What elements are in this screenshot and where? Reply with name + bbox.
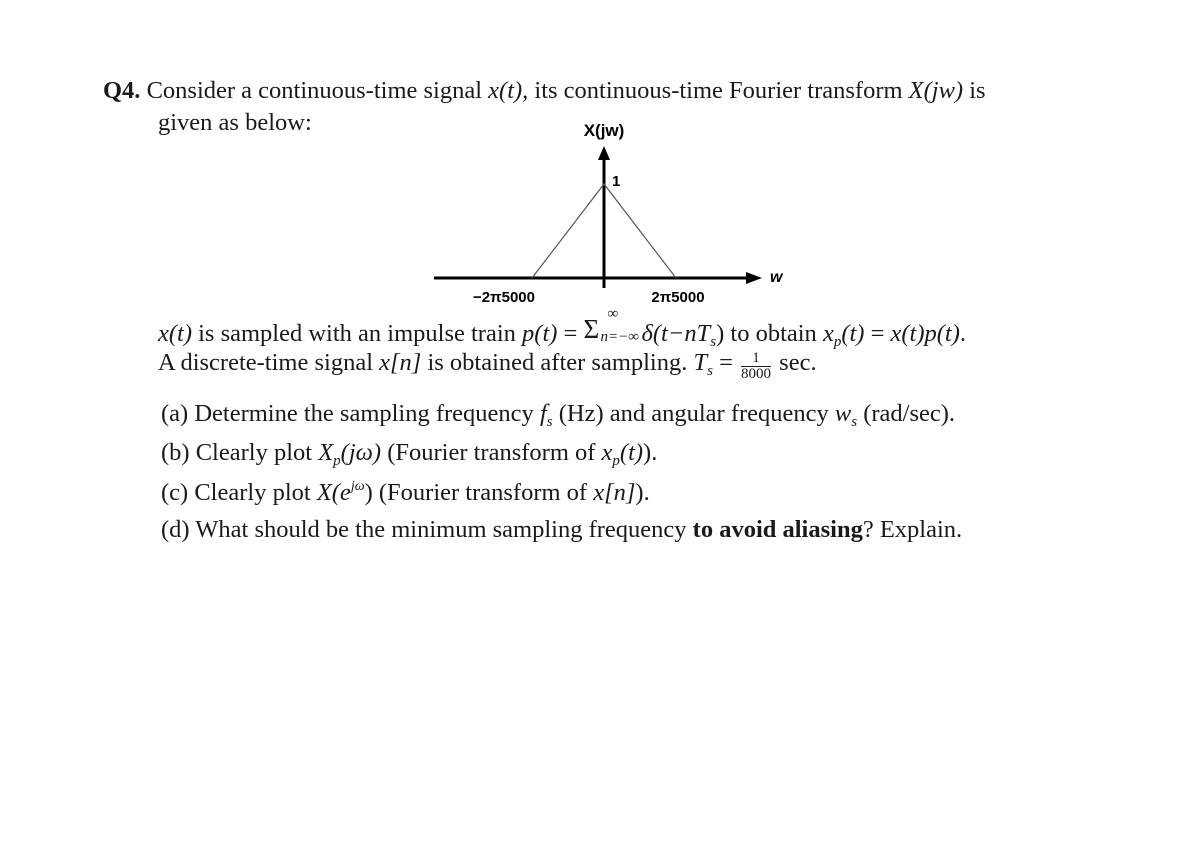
question-intro-c: is (969, 77, 986, 104)
sum-upper-limit: ∞ (607, 306, 619, 322)
symbol-X-ejw-close: ) (364, 479, 373, 506)
symbol-fs-subscript: s (546, 414, 553, 430)
symbol-x-t: x(t) (488, 77, 523, 104)
symbol-Ts-subscript: s (707, 363, 713, 379)
question-intro-a: Consider a continuous-time signal (146, 77, 483, 104)
x-axis-label: w (770, 269, 783, 286)
x-axis-arrow (746, 272, 762, 284)
item-b (161, 441, 657, 469)
body-line-2 (158, 351, 817, 382)
question-intro-line2: given as below: (158, 109, 312, 136)
item-c (161, 480, 650, 506)
peak-label: 1 (612, 173, 621, 190)
item-d-text-1: What should be the minimum sampling frequency (195, 516, 687, 543)
symbol-xp-2-subscript: p (612, 453, 620, 469)
symbol-X-jw: X(jw) (908, 77, 964, 104)
symbol-Xp-subscript: p (333, 453, 341, 469)
y-axis-label: X(jw) (583, 121, 625, 140)
item-d-label: (d) (161, 516, 190, 543)
symbol-x-n: x[n] (379, 349, 422, 376)
period: . (959, 320, 967, 347)
question-intro-b: , its continuous-time Fourier transform (522, 77, 903, 104)
symbol-xp-subscript: p (833, 334, 842, 350)
fraction-numerator: 1 (741, 351, 771, 367)
symbol-xp: x (822, 320, 834, 347)
symbol-X-ejw: X(e (316, 479, 351, 506)
symbol-xp-2-arg: (t) (619, 439, 644, 466)
item-c-label: (c) (161, 479, 189, 506)
symbol-xp-arg: (t) (841, 320, 865, 347)
body-text-2: to obtain (730, 320, 817, 347)
symbol-Xp-arg: (jω) (340, 439, 382, 466)
item-a-text-3: (rad/sec). (863, 400, 956, 427)
symbol-ws-subscript: s (851, 414, 858, 430)
delta-subscript: s (710, 334, 717, 350)
item-a-text-1: Determine the sampling frequency (194, 400, 534, 427)
symbol-x-t-2: x(t) (158, 320, 192, 347)
symbol-Ts: T (693, 349, 708, 376)
body-text-4: is obtained after sampling. (427, 349, 688, 376)
fraction-denominator: 8000 (741, 366, 772, 382)
question-line-2 (158, 111, 312, 136)
item-d-text-2: ? Explain. (862, 516, 963, 543)
item-a-label: (a) (161, 400, 189, 427)
summation (583, 306, 641, 345)
fraction (741, 351, 771, 382)
item-b-label: (b) (161, 439, 190, 466)
tick-label-right: 2π5000 (651, 289, 705, 306)
item-a-text-2: (Hz) and angular frequency (558, 400, 829, 427)
symbol-X-ejw-superscript: jω (350, 479, 365, 494)
delta-term: δ(t−nT (641, 320, 711, 347)
body-text-1: is sampled with an impulse train (198, 320, 516, 347)
spectrum-figure (420, 112, 800, 312)
sigma-symbol: Σ (583, 314, 600, 344)
equals-sign-2: = (870, 320, 885, 347)
symbol-ws: w (834, 400, 852, 427)
tick-label-left: −2π5000 (473, 289, 535, 306)
symbol-xp-2: x (601, 439, 613, 466)
sum-lower-limit: n=−∞ (600, 329, 639, 345)
symbol-fs: f (539, 400, 547, 427)
item-a (161, 402, 955, 430)
unit-sec: sec. (779, 349, 817, 376)
question-label: Q4. (103, 77, 141, 104)
body-text-3: A discrete-time signal (158, 349, 373, 376)
equals-sign-3: = (719, 349, 733, 376)
item-c-text-3: ). (635, 479, 650, 506)
symbol-Xp: X (318, 439, 334, 466)
item-b-text-1: Clearly plot (195, 439, 313, 466)
y-axis-arrow (598, 146, 610, 160)
item-d-bold: to avoid aliasing (692, 516, 863, 543)
delta-close: ) (716, 320, 725, 347)
item-c-text-2: (Fourier transform of (378, 479, 588, 506)
symbol-x-n-2: x[n] (593, 479, 636, 506)
symbol-p-t: p(t) (522, 320, 558, 347)
equals-sign: = (563, 320, 578, 347)
body-line-1 (158, 306, 967, 350)
item-d (161, 518, 962, 543)
item-b-text-3: ). (643, 439, 658, 466)
symbol-product: x(t)p(t) (890, 320, 960, 347)
item-c-text-1: Clearly plot (194, 479, 311, 506)
question-line-1 (103, 79, 986, 104)
item-b-text-2: (Fourier transform of (387, 439, 596, 466)
